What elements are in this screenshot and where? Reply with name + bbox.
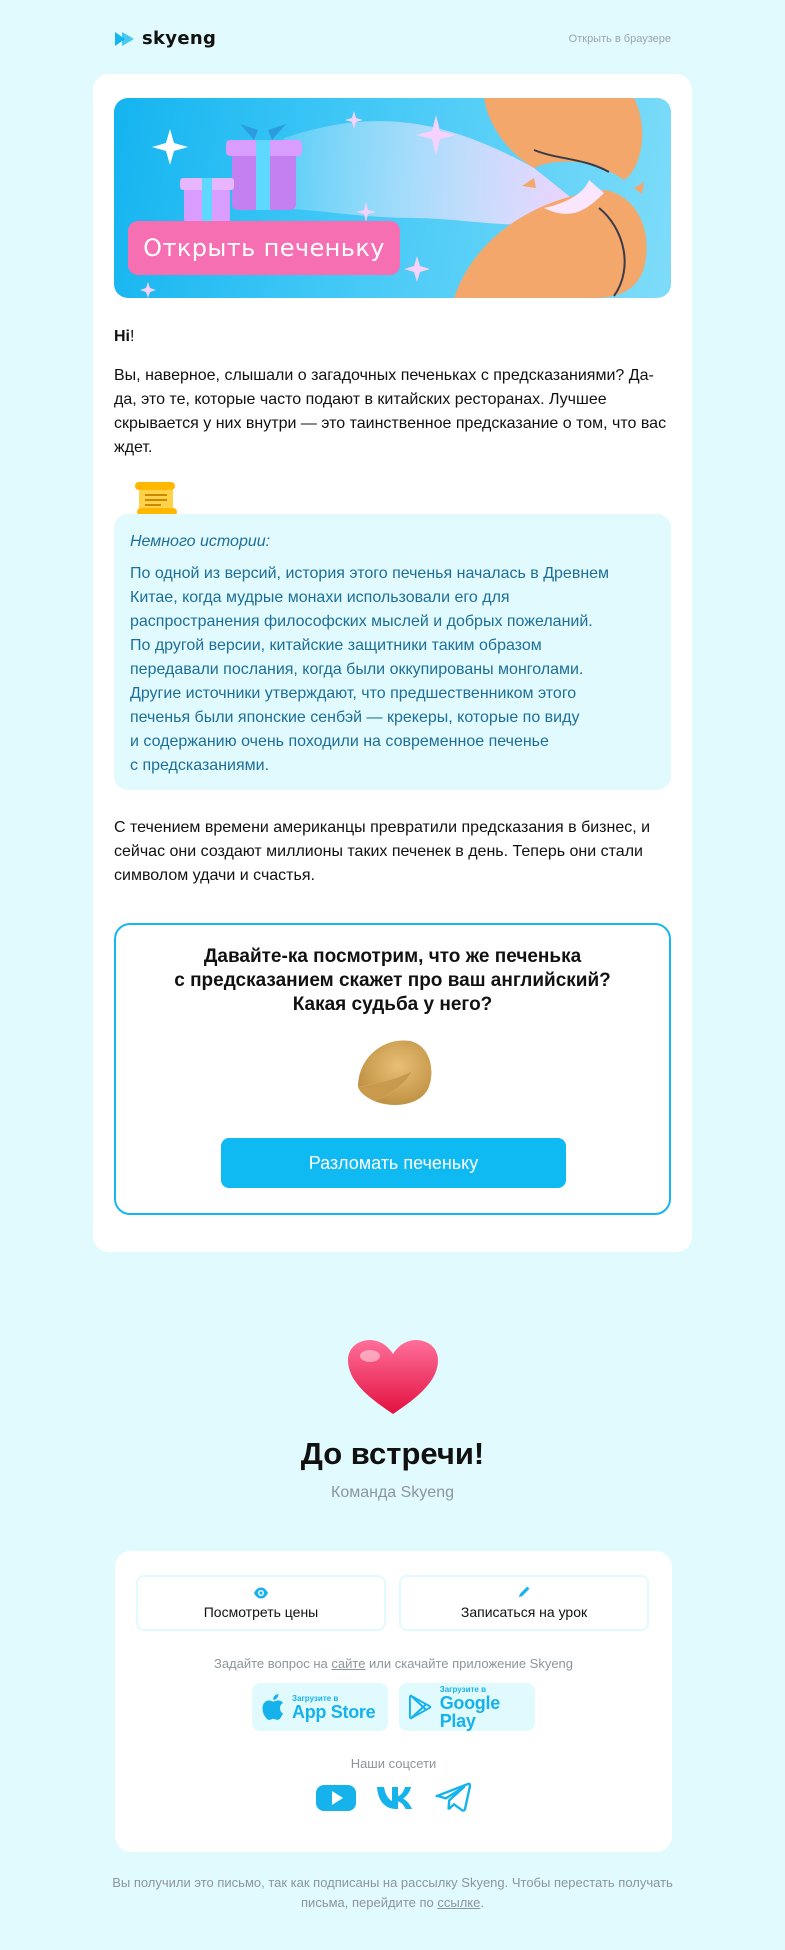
vk-icon[interactable] [375,1779,417,1815]
pencil-icon [516,1586,532,1600]
break-cookie-button[interactable]: Разломать печеньку [221,1138,566,1188]
farewell-heading: До встречи! [300,1436,485,1471]
ask-text-after: или скачайте приложение Skyeng [365,1656,574,1671]
open-cookie-banner-button[interactable]: Открыть печеньку [128,221,400,275]
hero-banner[interactable] [114,98,671,298]
unsubscribe-link[interactable]: ссылке [437,1895,481,1910]
google-play-icon [409,1694,432,1720]
open-in-browser-link[interactable]: Открыть в браузере [568,33,671,45]
view-prices-button[interactable] [136,1575,386,1631]
youtube-icon[interactable] [315,1779,357,1815]
history-title: Немного истории: [130,533,271,550]
logo-text: skyeng [142,28,217,49]
outro-paragraph: С течением времени американцы превратили предсказания в бизнес, и сейчас они создают миллионы таких печенек в день. Теперь они стали символом удачи и счастья. [114,819,651,884]
book-lesson-button[interactable] [399,1575,649,1631]
team-signature: Команда Skyeng [331,1484,454,1501]
unsubscribe-disclaimer [110,1873,675,1913]
cookie-promo-box [114,923,671,1215]
email-header [114,28,671,52]
disclaimer-text: Вы получили это письмо, так как подписаны на рассылку Skyeng. Чтобы перестать получать письма, перейдите по [112,1875,673,1910]
skyeng-logo-icon [114,30,136,48]
app-store-small-text: Загрузите в [292,1693,339,1703]
greeting-punct: ! [130,328,135,345]
disclaimer-end: . [480,1895,484,1910]
view-prices-label: Посмотреть цены [203,1604,319,1620]
ask-question-text [115,1656,672,1671]
letter-card [93,74,692,1252]
fortune-cookie-icon [354,1035,436,1109]
greeting [114,328,134,346]
heart-icon [346,1338,440,1416]
book-lesson-label: Записаться на урок [460,1604,588,1620]
google-play-badge[interactable] [399,1683,535,1731]
promo-title: Давайте-ка посмотрим, что же печенька с предсказанием скажет про ваш английский? Какая судьба у него? [174,946,611,1015]
footer-card [115,1551,672,1852]
apple-icon [262,1694,284,1720]
history-callout [114,514,671,790]
scroll-icon [133,480,181,518]
eye-icon [253,1586,269,1600]
app-store-big-text: App Store [292,1701,376,1722]
skyeng-logo[interactable] [114,28,216,49]
google-play-big-text: Google Play [439,1692,500,1731]
telegram-icon[interactable] [435,1779,471,1815]
socials-title: Наши соцсети [350,1756,437,1771]
intro-paragraph: Вы, наверное, слышали о загадочных печеньках с предсказаниями? Да-да, это те, которые часто подают в китайских ресторанах. Лучшее скрывается у них внутри — это таинственное предсказание о том, что вас ждет. [114,367,667,456]
app-store-badge[interactable] [252,1683,388,1731]
site-link[interactable]: сайте [331,1656,366,1671]
google-play-small-text: Загрузите в [439,1684,487,1694]
history-text: По одной из версий, история этого печенья началась в Древнем Китае, когда мудрые монахи использовали его для распространения философских мыслей и добрых пожеланий. По другой версии, китайские защитники таким образом передавали послания, когда были оккупированы монголами. Другие источники утверждают, что предшественником этого печенья были японские сенбэй — крекеры, которые по виду и содержанию очень походили на современное печенье с предсказаниями. [130,565,610,774]
ask-text-before: Задайте вопрос на [213,1656,332,1671]
greeting-name: Hi [114,328,130,345]
